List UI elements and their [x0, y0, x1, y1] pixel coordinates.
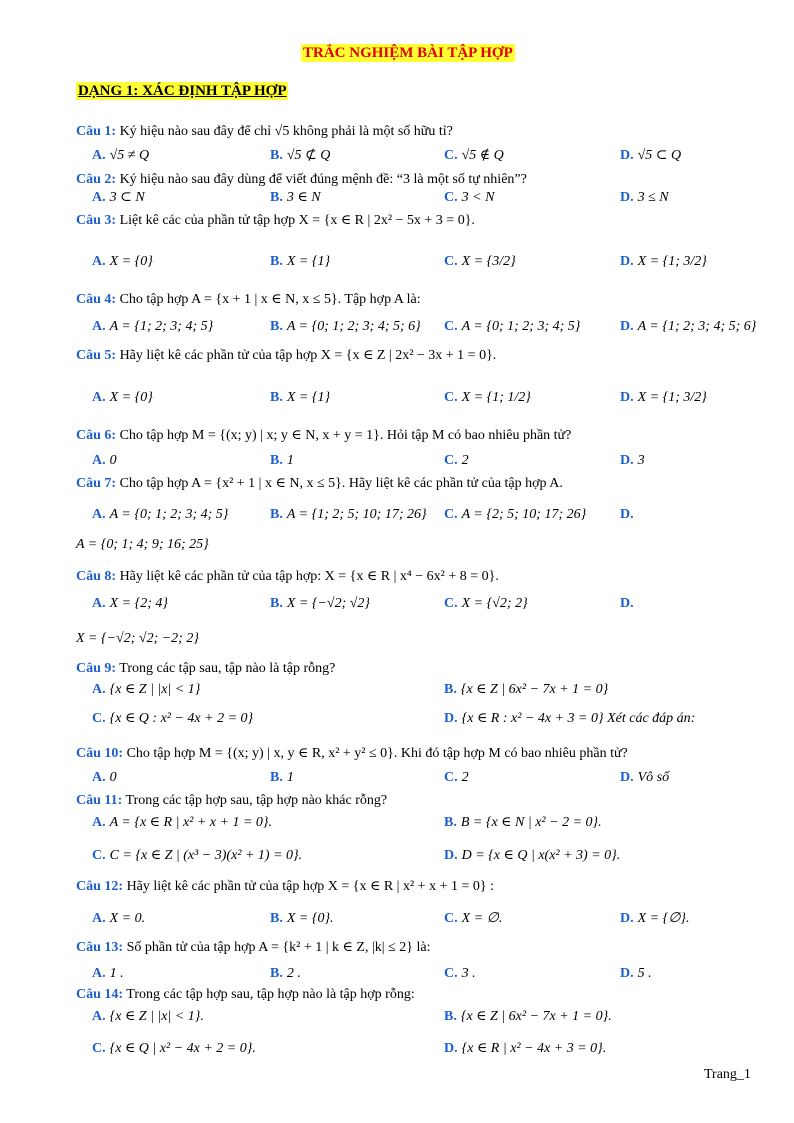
- option-label: C.: [444, 596, 458, 611]
- option-text: 3 < N: [461, 190, 495, 205]
- option-label: D.: [620, 596, 634, 611]
- option-text: X = {1; 3/2}: [637, 254, 707, 269]
- option-d[interactable]: [620, 318, 756, 336]
- option-text: 3 ∈ N: [286, 190, 321, 205]
- option-label: D.: [620, 966, 634, 981]
- option-label: A.: [92, 682, 106, 697]
- option-b[interactable]: [444, 814, 602, 832]
- question-10: [76, 745, 628, 763]
- question-label: Câu 5:: [76, 348, 117, 363]
- option-label: B.: [270, 190, 283, 205]
- question-label: Câu 9:: [76, 661, 117, 676]
- question-label: Câu 11:: [76, 793, 123, 808]
- option-text: √5 ≠ Q: [109, 148, 150, 163]
- question-stem: Ký hiệu nào sau đây để chỉ √5 không phải là một số hữu tỉ?: [116, 124, 453, 139]
- option-b[interactable]: [270, 253, 330, 271]
- option-b[interactable]: [270, 595, 370, 613]
- question-label: Câu 4:: [76, 292, 117, 307]
- option-label: A.: [92, 770, 106, 785]
- question-7: [76, 475, 563, 493]
- option-label: A.: [92, 815, 106, 830]
- question-label: Câu 6:: [76, 428, 117, 443]
- option-label: B.: [270, 507, 283, 522]
- option-c[interactable]: [444, 147, 504, 165]
- option-text: X = {−√2; √2}: [286, 596, 371, 611]
- option-text: D = {x ∈ Q | x(x² + 3) = 0}.: [461, 848, 621, 863]
- question-label: Câu 13:: [76, 940, 124, 955]
- option-label: B.: [270, 319, 283, 334]
- option-b[interactable]: [444, 1008, 612, 1026]
- option-c[interactable]: [444, 452, 469, 470]
- option-label: B.: [270, 390, 283, 405]
- option-c[interactable]: [444, 769, 469, 787]
- option-b[interactable]: [270, 910, 334, 928]
- question-9: [76, 660, 335, 678]
- question-stem: Trong các tập sau, tập nào là tập rỗng?: [116, 661, 336, 676]
- option-a[interactable]: [92, 189, 145, 207]
- option-label: C.: [444, 770, 458, 785]
- option-text: 1 .: [109, 966, 124, 981]
- question-stem: Liệt kê các của phần tử tập hợp X = {x ∈ R | 2x² − 5x + 3 = 0}.: [116, 213, 475, 228]
- option-c[interactable]: [444, 389, 531, 407]
- option-label: D.: [620, 911, 634, 926]
- question-stem: Hãy liệt kê các phần tử của tập hợp X = {x ∈ R | x² + x + 1 = 0} :: [123, 879, 494, 894]
- option-text: X = {∅}.: [637, 911, 690, 926]
- option-d-continued[interactable]: X = {−√2; √2; −2; 2}: [76, 631, 199, 646]
- option-c[interactable]: [444, 506, 586, 524]
- option-label: C.: [444, 148, 458, 163]
- option-text: {x ∈ Z | 6x² − 7x + 1 = 0}.: [460, 1009, 612, 1024]
- question-stem: Cho tập hợp A = {x² + 1 | x ∈ N, x ≤ 5}. Hãy liệt kê các phần tử của tập hợp A.: [116, 476, 563, 491]
- question-label: Câu 2:: [76, 172, 117, 187]
- option-text: {x ∈ Q : x² − 4x + 2 = 0}: [109, 711, 254, 726]
- option-b[interactable]: [270, 769, 294, 787]
- option-label: C.: [444, 911, 458, 926]
- page-title: TRẮC NGHIỆM BÀI TẬP HỢP: [303, 45, 513, 61]
- option-label: A.: [92, 190, 106, 205]
- option-label: C.: [444, 319, 458, 334]
- option-label: B.: [270, 966, 283, 981]
- option-d[interactable]: [620, 147, 681, 165]
- option-label: D.: [620, 319, 634, 334]
- option-a[interactable]: [92, 452, 117, 470]
- option-label: B.: [270, 254, 283, 269]
- option-label: D.: [444, 848, 458, 863]
- question-label: Câu 8:: [76, 569, 117, 584]
- option-d[interactable]: [620, 389, 707, 407]
- option-b[interactable]: [270, 189, 321, 207]
- option-label: B.: [444, 682, 457, 697]
- option-text: A = {1; 2; 3; 4; 5; 6}: [637, 319, 757, 334]
- option-text: A = {0; 1; 2; 3; 4; 5}: [109, 507, 229, 522]
- option-b[interactable]: [270, 506, 427, 524]
- option-text: B = {x ∈ N | x² − 2 = 0}.: [460, 815, 602, 830]
- option-text: 3 ≤ N: [637, 190, 669, 205]
- question-label: Câu 10:: [76, 746, 124, 761]
- option-text: 1: [286, 453, 294, 468]
- option-label: D.: [620, 148, 634, 163]
- option-label: B.: [270, 596, 283, 611]
- option-b[interactable]: [270, 452, 294, 470]
- question-13: [76, 939, 430, 957]
- question-8: [76, 568, 499, 586]
- option-label: C.: [444, 190, 458, 205]
- option-label: C.: [92, 711, 106, 726]
- option-label: A.: [92, 390, 106, 405]
- option-text: {x ∈ Z | 6x² − 7x + 1 = 0}: [460, 682, 609, 697]
- option-text: 3: [637, 453, 645, 468]
- option-b[interactable]: [270, 965, 301, 983]
- option-d[interactable]: [620, 910, 690, 928]
- option-d[interactable]: [620, 769, 669, 787]
- option-text: A = {0; 1; 2; 3; 4; 5}: [461, 319, 581, 334]
- option-a[interactable]: [92, 253, 153, 271]
- option-a[interactable]: [92, 389, 153, 407]
- option-label: B.: [444, 1009, 457, 1024]
- option-text: √5 ∉ Q: [461, 148, 504, 163]
- question-stem: Cho tập hợp M = {(x; y) | x; y ∈ N, x + y = 1}. Hỏi tập M có bao nhiêu phần tử?: [116, 428, 572, 443]
- option-label: D.: [620, 390, 634, 405]
- option-c[interactable]: [444, 189, 494, 207]
- option-label: B.: [444, 815, 457, 830]
- option-a[interactable]: [92, 965, 124, 983]
- option-label: C.: [444, 390, 458, 405]
- question-3: [76, 212, 475, 230]
- option-text: X = {2; 4}: [109, 596, 168, 611]
- option-text: 5 .: [637, 966, 652, 981]
- question-stem: Cho tập hợp A = {x + 1 | x ∈ N, x ≤ 5}. Tập hợp A là:: [116, 292, 421, 307]
- option-c[interactable]: [92, 710, 253, 728]
- question-14: [76, 986, 415, 1004]
- option-label: A.: [92, 911, 106, 926]
- option-d[interactable]: [620, 506, 638, 524]
- question-label: Câu 12:: [76, 879, 124, 894]
- option-a[interactable]: [92, 506, 228, 524]
- option-text: A = {2; 5; 10; 17; 26}: [461, 507, 587, 522]
- option-a[interactable]: [92, 910, 145, 928]
- option-text: X = {1}: [286, 254, 331, 269]
- option-d[interactable]: [620, 253, 707, 271]
- question-12: [76, 878, 494, 896]
- option-label: B.: [270, 911, 283, 926]
- option-text: C = {x ∈ Z | (x³ − 3)(x² + 1) = 0}.: [109, 848, 303, 863]
- option-c[interactable]: [444, 965, 476, 983]
- option-text: X = 0.: [109, 911, 146, 926]
- option-label: C.: [444, 507, 458, 522]
- option-text: {x ∈ R | x² − 4x + 3 = 0}.: [461, 1041, 607, 1056]
- option-text: X = {0}: [109, 254, 153, 269]
- option-label: A.: [92, 596, 106, 611]
- option-b[interactable]: [270, 147, 330, 165]
- option-label: D.: [620, 770, 634, 785]
- option-a[interactable]: [92, 1008, 204, 1026]
- option-d[interactable]: [620, 965, 652, 983]
- option-d[interactable]: [620, 189, 669, 207]
- question-11: [76, 792, 387, 810]
- option-d[interactable]: [620, 452, 645, 470]
- option-text: X = {√2; 2}: [461, 596, 528, 611]
- option-label: C.: [92, 1041, 106, 1056]
- option-text: 3 ⊂ N: [109, 190, 145, 205]
- option-d[interactable]: [444, 1040, 606, 1058]
- option-b[interactable]: [270, 389, 330, 407]
- option-a[interactable]: [92, 769, 117, 787]
- option-label: D.: [620, 507, 634, 522]
- option-c[interactable]: [444, 318, 580, 336]
- question-5: [76, 347, 496, 365]
- option-text: X = {1}: [286, 390, 331, 405]
- question-4: [76, 291, 421, 309]
- option-text: X = {1; 3/2}: [637, 390, 707, 405]
- option-label: C.: [444, 254, 458, 269]
- option-text: 0: [109, 770, 117, 785]
- option-text: 1: [286, 770, 294, 785]
- option-text: √5 ⊄ Q: [286, 148, 331, 163]
- option-label: A.: [92, 1009, 106, 1024]
- option-c[interactable]: [444, 253, 516, 271]
- option-text: A = {1; 2; 5; 10; 17; 26}: [286, 507, 427, 522]
- question-stem: Ký hiệu nào sau đây dùng để viết đúng mệnh đề: “3 là một số tự nhiên”?: [116, 172, 527, 187]
- option-b[interactable]: [270, 318, 421, 336]
- option-text: X = {0}: [109, 390, 153, 405]
- option-label: B.: [270, 770, 283, 785]
- option-text: 2: [461, 770, 469, 785]
- question-label: Câu 1:: [76, 124, 117, 139]
- option-label: A.: [92, 507, 106, 522]
- question-label: Câu 3:: [76, 213, 117, 228]
- option-text: X = {3/2}: [461, 254, 516, 269]
- option-label: C.: [92, 848, 106, 863]
- option-d[interactable]: [444, 710, 695, 728]
- option-text: A = {0; 1; 2; 3; 4; 5; 6}: [286, 319, 421, 334]
- question-label: Câu 14:: [76, 987, 124, 1002]
- option-a[interactable]: [92, 147, 149, 165]
- option-c[interactable]: [92, 847, 302, 865]
- question-1: [76, 123, 453, 141]
- option-label: A.: [92, 254, 106, 269]
- option-label: D.: [444, 1041, 458, 1056]
- option-c[interactable]: [444, 910, 502, 928]
- question-6: [76, 427, 571, 445]
- option-a[interactable]: [92, 681, 200, 699]
- option-label: C.: [444, 966, 458, 981]
- option-d-continued[interactable]: A = {0; 1; 4; 9; 16; 25}: [76, 537, 209, 552]
- question-stem: Số phần tử của tập hợp A = {k² + 1 | k ∈ Z, |k| ≤ 2} là:: [123, 940, 431, 955]
- option-d[interactable]: [444, 847, 620, 865]
- option-text: √5 ⊂ Q: [637, 148, 682, 163]
- option-label: A.: [92, 966, 106, 981]
- question-stem: Trong các tập hợp sau, tập hợp nào là tập hợp rỗng:: [123, 987, 415, 1002]
- option-c[interactable]: [444, 595, 528, 613]
- option-text: {x ∈ R : x² − 4x + 3 = 0} Xét các đáp án:: [461, 711, 696, 726]
- option-text: Vô số: [637, 770, 670, 785]
- page-number: Trang_1: [704, 1067, 751, 1082]
- option-text: X = {0}.: [286, 911, 334, 926]
- option-label: D.: [444, 711, 458, 726]
- option-text: 3 .: [461, 966, 476, 981]
- option-c[interactable]: [92, 1040, 256, 1058]
- option-label: D.: [620, 453, 634, 468]
- option-text: 2 .: [286, 966, 301, 981]
- option-a[interactable]: [92, 814, 272, 832]
- option-label: A.: [92, 453, 106, 468]
- option-text: X = ∅.: [461, 911, 503, 926]
- option-text: X = {1; 1/2}: [461, 390, 531, 405]
- question-stem: Trong các tập hợp sau, tập hợp nào khác rỗng?: [122, 793, 388, 808]
- option-label: C.: [444, 453, 458, 468]
- option-label: A.: [92, 148, 106, 163]
- option-b[interactable]: [444, 681, 608, 699]
- option-label: D.: [620, 190, 634, 205]
- option-label: D.: [620, 254, 634, 269]
- option-label: A.: [92, 319, 106, 334]
- option-text: {x ∈ Z | |x| < 1}.: [109, 1009, 204, 1024]
- option-a[interactable]: [92, 318, 213, 336]
- question-stem: Hãy liệt kê các phần tử của tập hợp X = {x ∈ Z | 2x² − 3x + 1 = 0}.: [116, 348, 497, 363]
- option-text: A = {1; 2; 3; 4; 5}: [109, 319, 214, 334]
- option-label: B.: [270, 148, 283, 163]
- option-a[interactable]: [92, 595, 168, 613]
- option-label: B.: [270, 453, 283, 468]
- section-heading: DẠNG 1: XÁC ĐỊNH TẬP HỢP: [78, 83, 287, 99]
- option-text: {x ∈ Z | |x| < 1}: [109, 682, 201, 697]
- option-text: A = {x ∈ R | x² + x + 1 = 0}.: [109, 815, 273, 830]
- question-stem: Cho tập hợp M = {(x; y) | x, y ∈ R, x² + y² ≤ 0}. Khi đó tập hợp M có bao nhiêu phần tử?: [123, 746, 628, 761]
- option-text: 0: [109, 453, 117, 468]
- option-d[interactable]: [620, 595, 638, 613]
- question-2: [76, 171, 527, 189]
- question-stem: Hãy liệt kê các phần tử của tập hợp: X = {x ∈ R | x⁴ − 6x² + 8 = 0}.: [116, 569, 499, 584]
- question-label: Câu 7:: [76, 476, 117, 491]
- option-text: 2: [461, 453, 469, 468]
- option-text: {x ∈ Q | x² − 4x + 2 = 0}.: [109, 1041, 256, 1056]
